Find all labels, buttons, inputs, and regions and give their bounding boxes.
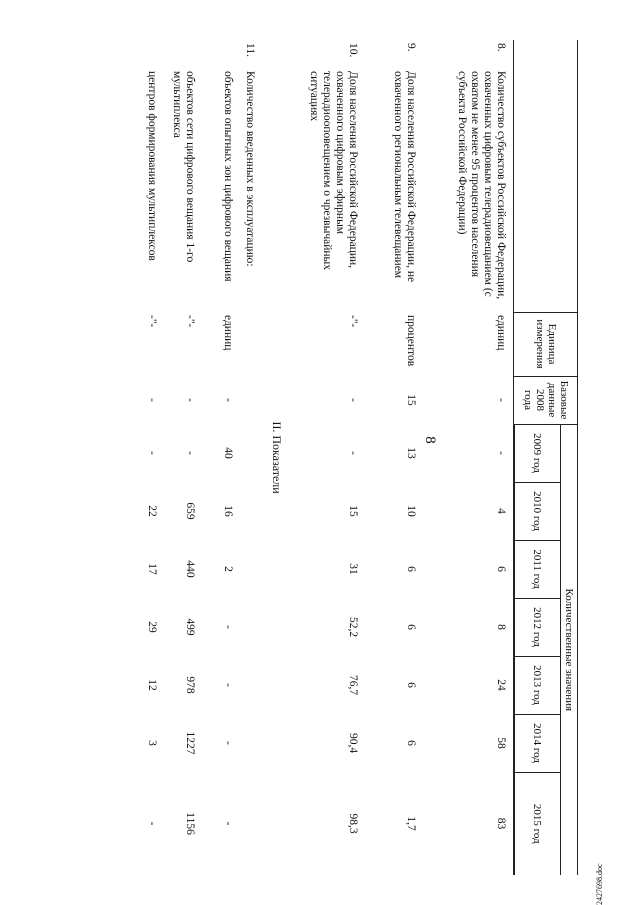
row-value: 24 xyxy=(495,679,507,691)
row-name: объектов опытных зон цифрового вещания xyxy=(222,71,235,282)
header-year: 2015 год xyxy=(515,772,561,875)
row-base: - xyxy=(146,398,159,402)
row-base: 15 xyxy=(405,394,418,406)
row-name: Количество введенных в эксплуатацию: xyxy=(244,71,257,267)
row-value: 31 xyxy=(347,563,360,575)
row-value: 12 xyxy=(146,679,159,691)
row-value: 8 xyxy=(495,624,507,630)
row-unit: -"- xyxy=(347,315,360,328)
row-value: - xyxy=(347,451,360,455)
row-value: 52,2 xyxy=(347,616,360,638)
row-index xyxy=(135,40,165,68)
row-index: 11. xyxy=(244,43,257,57)
header-year: 2009 год xyxy=(515,424,561,482)
row-name: объектов сети цифрового вещания 1-го мультиплекса xyxy=(171,71,197,263)
row-value: 6 xyxy=(405,740,418,746)
table-row xyxy=(241,40,263,875)
header-quantitative-values: Количественные значения xyxy=(561,424,578,875)
row-value: 29 xyxy=(146,621,159,633)
header-year: 2011 год xyxy=(515,540,561,598)
section-title: II. Показатели xyxy=(270,421,285,494)
row-value xyxy=(241,656,263,714)
row-unit: -"- xyxy=(146,315,159,328)
row-value: - xyxy=(222,683,235,687)
row-value: 90,4 xyxy=(347,732,360,754)
row-value xyxy=(241,540,263,598)
row-value xyxy=(241,482,263,540)
row-value xyxy=(241,598,263,656)
row-name: центров формирования мультиплексов xyxy=(146,71,159,261)
row-base: - xyxy=(495,398,507,402)
row-base: - xyxy=(347,398,360,402)
row-index: 10. xyxy=(347,43,360,58)
row-value: 83 xyxy=(495,817,507,830)
row-unit: -"- xyxy=(184,315,197,328)
row-name: Доля населения Российской Федерации, не охваченного региональным телевещанием xyxy=(392,71,418,283)
row-name: Доля населения Российской Федерации, охваченного цифровым эфирным телерадиооповещением о чрезвычайных ситуациях xyxy=(308,71,360,271)
page-number: 8 xyxy=(422,436,438,444)
row-index: 9. xyxy=(405,43,418,52)
table-row xyxy=(165,40,203,875)
rotated-page-content xyxy=(20,0,620,880)
footer-filename: 2427698.doc xyxy=(595,863,604,905)
row-value xyxy=(241,772,263,875)
header-unit: Единица измерения xyxy=(515,312,578,376)
row-value: - xyxy=(495,451,507,455)
row-value: 2 xyxy=(222,566,235,572)
row-name: Количество субъектов Российской Федерации, охваченных цифровым телерадиовещанием (с охватом не менее 95 процентов населения субъекта Российской Федерации) xyxy=(456,71,507,300)
row-base: - xyxy=(222,398,235,402)
row-value: - xyxy=(222,741,235,745)
row-value: 4 xyxy=(495,508,507,514)
row-value: 6 xyxy=(405,566,418,572)
row-index: 8. xyxy=(495,43,507,52)
header-year: 2013 год xyxy=(515,656,561,714)
row-unit xyxy=(241,312,263,376)
row-value: 659 xyxy=(184,502,197,520)
table-row xyxy=(135,40,165,875)
row-value xyxy=(241,424,263,482)
row-value: 17 xyxy=(146,563,159,575)
row-value: 1156 xyxy=(184,812,197,835)
table-row xyxy=(366,40,424,875)
row-value: 40 xyxy=(222,447,235,459)
row-index xyxy=(203,40,241,68)
row-value: 3 xyxy=(146,740,159,746)
row-value: 1227 xyxy=(184,731,197,755)
row-value: - xyxy=(146,451,159,455)
header-base: Базовые данные 2008 года xyxy=(515,376,578,424)
header-year: 2014 год xyxy=(515,714,561,772)
indicators-table xyxy=(135,40,579,875)
row-value: 10 xyxy=(405,505,418,517)
row-value: - xyxy=(222,821,235,826)
row-value: - xyxy=(146,821,159,826)
row-base xyxy=(241,376,263,424)
table-row xyxy=(424,40,514,875)
header-bottom-rule xyxy=(514,40,515,875)
row-value: 16 xyxy=(222,505,235,517)
section-row xyxy=(263,40,294,875)
row-value: 98,3 xyxy=(347,813,360,834)
row-value: 13 xyxy=(405,447,418,459)
header-blank xyxy=(515,40,578,312)
table-row xyxy=(294,40,366,875)
row-base: - xyxy=(184,398,197,402)
row-value: 978 xyxy=(184,676,197,694)
row-value: 22 xyxy=(146,505,159,517)
row-value: 1,7 xyxy=(405,816,418,831)
row-value: 499 xyxy=(184,618,197,636)
row-value xyxy=(241,714,263,772)
table-row xyxy=(203,40,241,875)
row-value: 6 xyxy=(495,566,507,572)
row-index xyxy=(165,40,203,68)
row-value: 76,7 xyxy=(347,674,360,696)
row-value: 15 xyxy=(347,505,360,517)
row-value: 6 xyxy=(405,682,418,688)
header-year: 2010 год xyxy=(515,482,561,540)
row-value: 6 xyxy=(405,624,418,630)
row-unit: единиц xyxy=(222,315,235,351)
row-unit: процентов xyxy=(405,315,418,367)
row-value: - xyxy=(222,625,235,629)
row-value: 440 xyxy=(184,560,197,578)
row-value: 58 xyxy=(495,737,507,749)
header-year: 2012 год xyxy=(515,598,561,656)
row-unit: единиц xyxy=(495,315,507,351)
row-value: - xyxy=(184,451,197,455)
